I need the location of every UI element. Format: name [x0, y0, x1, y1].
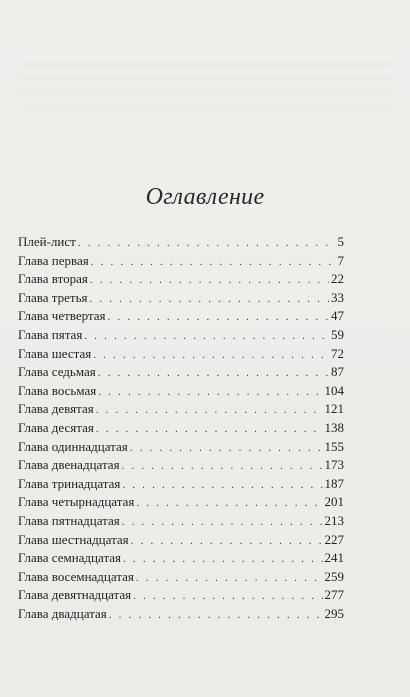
toc-entry-label: Плей-лист	[18, 234, 76, 249]
toc-entry-page: 213	[324, 512, 344, 528]
dot-leader	[122, 513, 323, 532]
toc-entry-page: 227	[324, 531, 344, 547]
dot-leader	[108, 308, 329, 327]
dot-leader	[89, 290, 329, 309]
toc-entry-label: Глава девятая	[18, 401, 94, 417]
dot-leader	[90, 271, 329, 290]
toc-entry-page: 59	[331, 326, 344, 342]
toc-entry	[18, 289, 344, 308]
show-through-text	[130, 26, 280, 34]
toc-entry	[18, 586, 344, 605]
toc-title: Оглавление	[145, 184, 265, 210]
dot-leader	[136, 569, 323, 588]
dot-leader	[78, 234, 336, 253]
toc-entry	[18, 438, 344, 457]
toc-entry-label: Глава четвертая	[18, 308, 106, 324]
toc-entry-label: Глава третья	[18, 289, 88, 305]
toc-entry	[18, 475, 344, 494]
show-through-text	[18, 88, 392, 96]
toc-entry-label: Глава шестнадцатая	[18, 531, 129, 547]
toc-entry-label: Глава восемнадцатая	[18, 568, 134, 584]
toc-entry-label: Глава четырнадцатая	[18, 494, 135, 510]
toc-entry-label: Глава пятнадцатая	[18, 512, 120, 528]
toc-entry	[18, 233, 344, 252]
toc-entry-label: Глава восьмая	[18, 382, 97, 398]
toc-entry-label: Глава пятая	[18, 326, 83, 342]
dot-leader	[109, 606, 323, 625]
toc-entry	[18, 549, 344, 568]
toc-entry	[18, 456, 344, 475]
toc-entry-page: 87	[331, 364, 344, 380]
dot-leader	[123, 550, 322, 569]
dot-leader	[84, 327, 329, 346]
dot-leader	[96, 420, 323, 439]
toc-entry-page: 5	[337, 234, 344, 249]
show-through-text	[18, 60, 392, 68]
show-through-text	[90, 116, 310, 124]
toc-entry-label: Глава первая	[18, 252, 89, 268]
dot-leader	[98, 364, 329, 383]
dot-leader	[122, 476, 322, 495]
toc-entry	[18, 252, 344, 271]
toc-entry	[18, 307, 344, 326]
toc-entry-page: 121	[324, 401, 344, 417]
toc-entry-page: 104	[324, 382, 344, 398]
dot-leader	[93, 346, 329, 365]
toc-entry	[18, 531, 344, 550]
show-through-text	[18, 102, 392, 110]
toc-entry-label: Глава двенадцатая	[18, 457, 120, 473]
dot-leader	[122, 457, 323, 476]
toc-entry-label: Глава одиннадцатая	[18, 438, 128, 454]
dot-leader	[136, 494, 322, 513]
toc-entry-label: Глава шестая	[18, 345, 92, 361]
toc-entry	[18, 363, 344, 382]
toc-entry-label: Глава седьмая	[18, 364, 96, 380]
toc-entry-label: Глава десятая	[18, 419, 94, 435]
toc-entry	[18, 382, 344, 401]
toc-entry-page: 47	[331, 308, 344, 324]
toc-entry-page: 201	[324, 494, 344, 510]
dot-leader	[130, 439, 323, 458]
toc-entry-label: Глава семнадцатая	[18, 550, 122, 566]
dot-leader	[133, 587, 322, 606]
toc-entry-page: 295	[324, 605, 344, 621]
toc-entry	[18, 400, 344, 419]
toc-entry	[18, 605, 344, 624]
toc-entry	[18, 568, 344, 587]
toc-entry-label: Глава двадцатая	[18, 605, 107, 621]
toc-entry-page: 155	[324, 438, 344, 454]
show-through-text	[18, 74, 392, 82]
dot-leader	[91, 253, 336, 272]
toc-entry-page: 241	[324, 550, 344, 566]
toc-entry-page: 277	[324, 587, 344, 603]
toc-entry	[18, 512, 344, 531]
toc-entry-page: 138	[324, 419, 344, 435]
toc-entry-page: 72	[331, 345, 344, 361]
toc-entry-label: Глава вторая	[18, 271, 88, 287]
toc-entry	[18, 345, 344, 364]
dot-leader	[98, 383, 322, 402]
dot-leader	[96, 401, 323, 420]
toc-entry-page: 259	[324, 568, 344, 584]
toc-entry	[18, 419, 344, 438]
toc-entry-page: 187	[324, 475, 344, 491]
toc-entry-page: 173	[324, 457, 344, 473]
toc-entry-page: 33	[331, 289, 344, 305]
toc-entry-label: Глава девятнадцатая	[18, 587, 132, 603]
toc-entry	[18, 493, 344, 512]
toc-entry	[18, 326, 344, 345]
dot-leader	[131, 532, 323, 551]
toc-entry-page: 22	[331, 271, 344, 287]
toc-entry	[18, 270, 344, 289]
toc-entry-page: 7	[337, 252, 344, 268]
toc-list	[18, 233, 344, 623]
toc-entry-label: Глава тринадцатая	[18, 475, 121, 491]
